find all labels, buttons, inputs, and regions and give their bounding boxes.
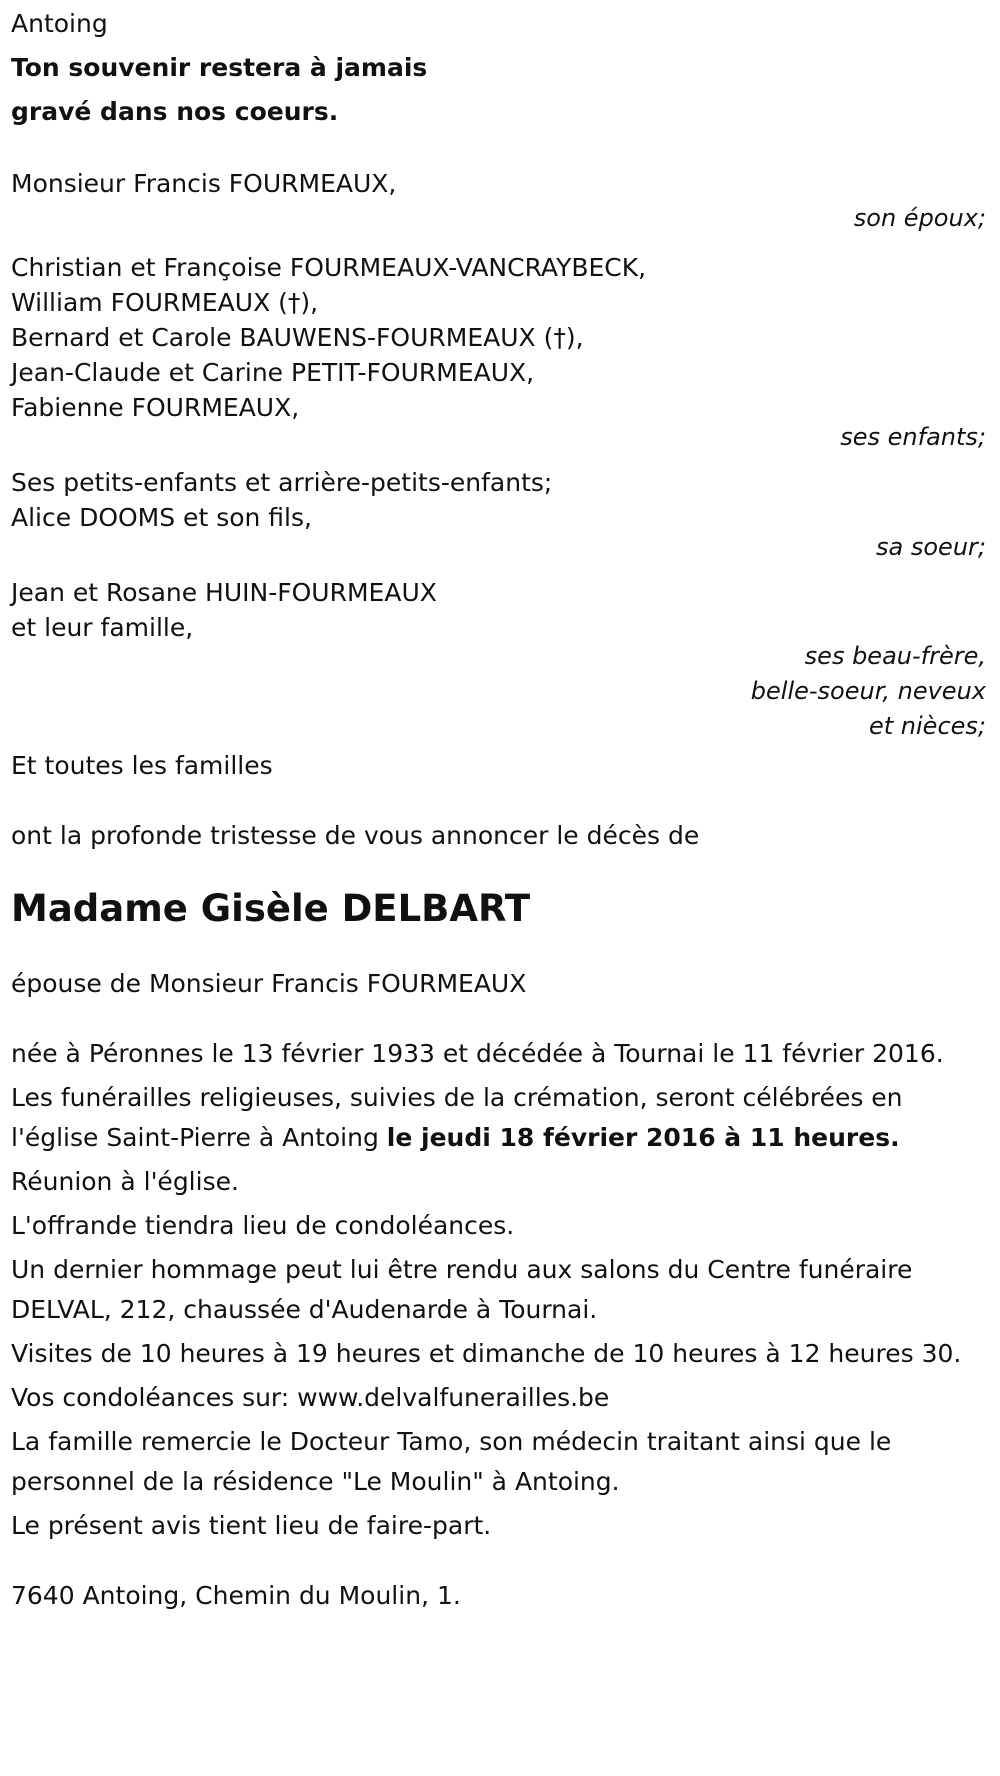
thanks: La famille remercie le Docteur Tamo, son médecin traitant ainsi que le personnel de la résidence "Le Moulin" à Antoing. — [11, 1427, 892, 1496]
tribute: Un dernier hommage peut lui être rendu aux salons du Centre funéraire DELVAL, 212, chaussée d'Audenarde à Tournai. — [11, 1255, 913, 1324]
children-list — [11, 250, 986, 425]
offering: L'offrande tiendra lieu de condoléances. — [11, 1211, 515, 1240]
child-5: Fabienne FOURMEAUX, — [11, 393, 300, 422]
all-families: Et toutes les familles — [11, 751, 273, 780]
child-1: Christian et Françoise FOURMEAUX-VANCRAYBECK, — [11, 253, 647, 282]
inlaws-line-2: et leur famille, — [11, 613, 194, 642]
notice: Le présent avis tient lieu de faire-part. — [11, 1511, 492, 1540]
birth-death: née à Péronnes le 13 février 1933 et décédée à Tournai le 11 février 2016. — [11, 1039, 944, 1068]
meeting: Réunion à l'église. — [11, 1167, 239, 1196]
child-2: William FOURMEAUX (†), — [11, 288, 319, 317]
inlaws-role-1: ses beau-frère, — [804, 642, 986, 670]
husband-name: Monsieur Francis FOURMEAUX, — [11, 169, 397, 198]
funeral-paragraph — [11, 1078, 986, 1158]
funeral-text: Les funérailles religieuses, suivies de la crémation, seront célébrées en l'église Saint-Pierre à Antoing — [11, 1083, 903, 1152]
sister-role: sa soeur; — [876, 533, 986, 561]
husband-role: son époux; — [853, 204, 986, 232]
deceased-name: Madame Gisèle DELBART — [11, 887, 531, 930]
inlaws-role-3: et nièces; — [869, 712, 986, 740]
spouse-of: épouse de Monsieur Francis FOURMEAUX — [11, 969, 527, 998]
visits: Visites de 10 heures à 19 heures et dimanche de 10 heures à 12 heures 30. — [11, 1339, 962, 1368]
obituary-notice — [11, 0, 986, 1616]
child-3: Bernard et Carole BAUWENS-FOURMEAUX (†), — [11, 323, 584, 352]
condolences: Vos condoléances sur: www.delvalfunerailles.be — [11, 1383, 610, 1412]
place-heading: Antoing — [11, 9, 108, 38]
grandchildren: Ses petits-enfants et arrière-petits-enfants; — [11, 468, 553, 497]
children-role: ses enfants; — [840, 423, 986, 451]
inlaws-line-1: Jean et Rosane HUIN-FOURMEAUX — [11, 578, 437, 607]
inlaws-role-2: belle-soeur, neveux — [750, 677, 986, 705]
child-4: Jean-Claude et Carine PETIT-FOURMEAUX, — [11, 358, 535, 387]
quote-line-1: Ton souvenir restera à jamais — [11, 53, 428, 82]
sister-name: Alice DOOMS et son fils, — [11, 503, 312, 532]
announcement: ont la profonde tristesse de vous annoncer le décès de — [11, 821, 700, 850]
quote-line-2: gravé dans nos coeurs. — [11, 97, 339, 126]
address: 7640 Antoing, Chemin du Moulin, 1. — [11, 1581, 461, 1610]
funeral-date: le jeudi 18 février 2016 à 11 heures. — [386, 1123, 900, 1152]
